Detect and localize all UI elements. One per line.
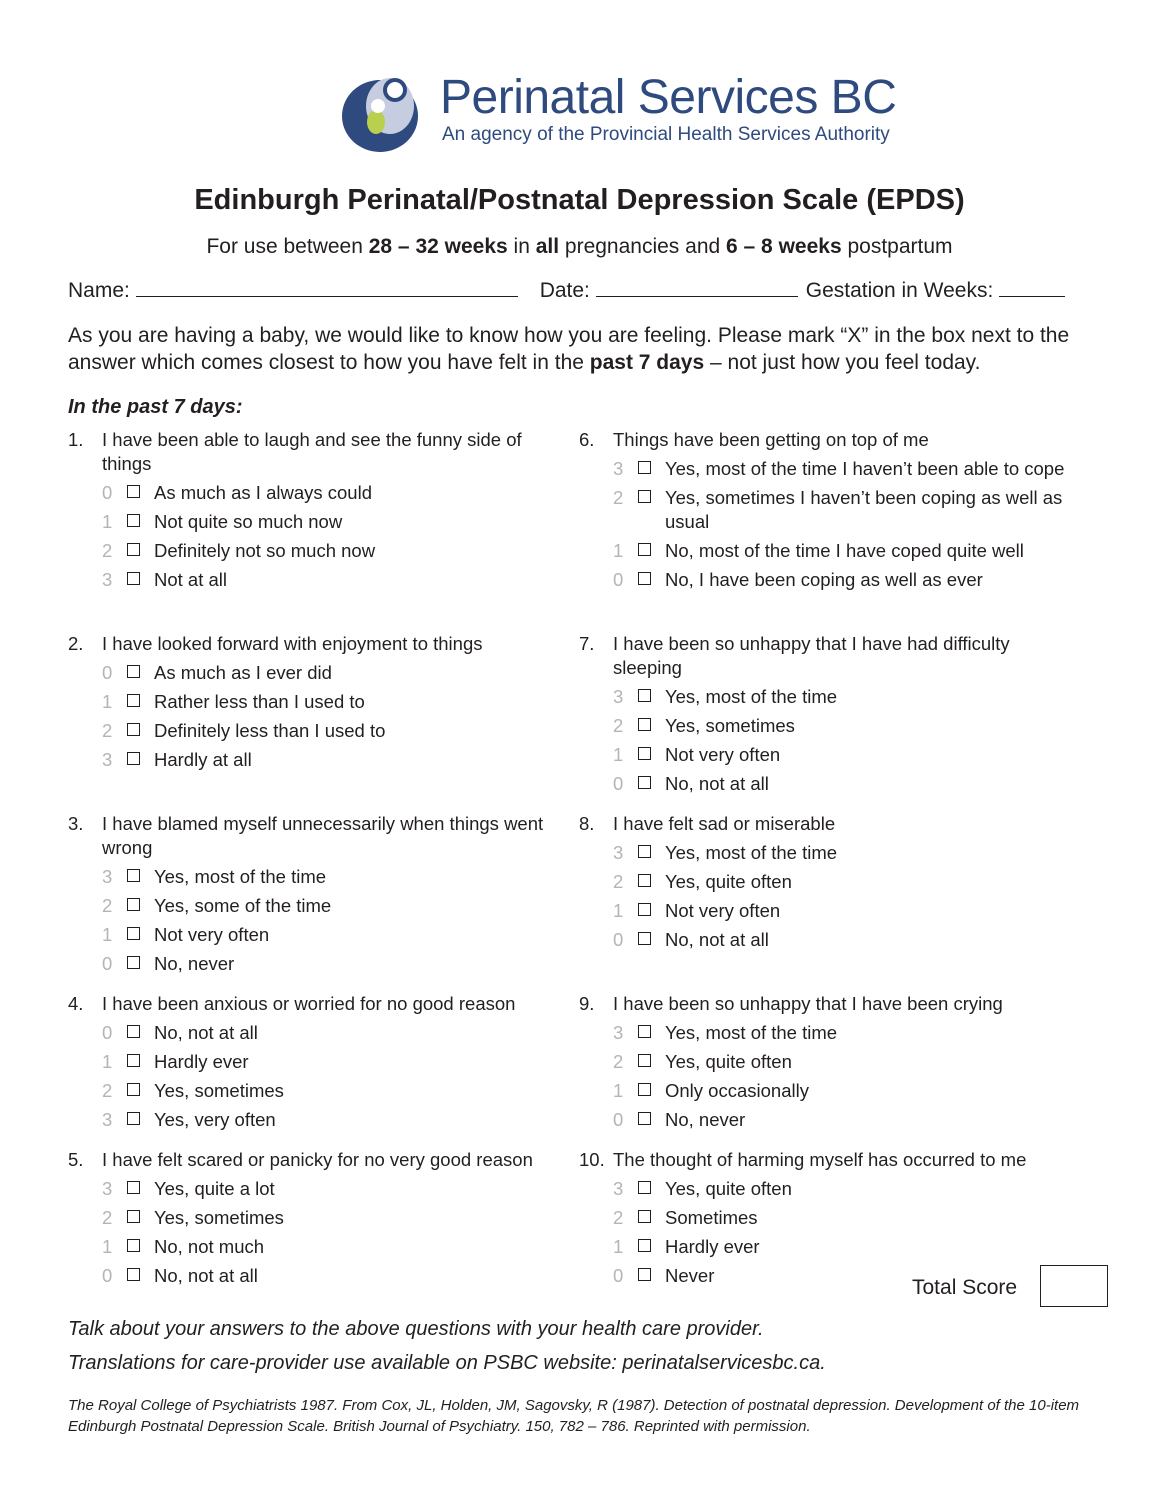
answer-option[interactable] (579, 899, 1079, 923)
option-label: Only occasionally (665, 1080, 809, 1101)
option-checkbox[interactable] (127, 694, 140, 707)
question-3 (68, 812, 558, 976)
option-score: 2 (613, 1207, 624, 1228)
option-score: 0 (613, 1109, 624, 1130)
option-score: 0 (102, 1265, 113, 1286)
question-number: 1. (68, 429, 84, 450)
option-checkbox[interactable] (638, 932, 651, 945)
option-score: 0 (102, 662, 113, 683)
question-text: I have been anxious or worried for no good reason (102, 993, 516, 1014)
name-field[interactable] (136, 278, 518, 297)
option-score: 0 (613, 1265, 624, 1286)
option-checkbox[interactable] (127, 869, 140, 882)
option-label: Yes, quite often (665, 1178, 792, 1199)
option-checkbox[interactable] (638, 1083, 651, 1096)
question-header (68, 992, 558, 1016)
answer-option[interactable] (68, 1177, 558, 1201)
option-label: Sometimes (665, 1207, 758, 1228)
option-score: 3 (613, 842, 624, 863)
answer-option[interactable] (579, 928, 1079, 952)
option-label: Not very often (665, 744, 781, 765)
question-text: I have been able to laugh and see the funny side of things (102, 429, 522, 474)
option-score: 0 (613, 773, 624, 794)
option-label: Yes, some of the time (154, 895, 332, 916)
option-label: Not very often (154, 924, 270, 945)
option-score: 0 (102, 953, 113, 974)
option-label: Yes, sometimes (154, 1207, 284, 1228)
answer-option[interactable] (68, 661, 558, 685)
option-label: Yes, sometimes I haven’t been coping as well as usual (665, 487, 1063, 532)
option-label: No, most of the time I have coped quite well (665, 540, 1024, 561)
option-label: Hardly ever (665, 1236, 760, 1257)
question-text: I have blamed myself unnecessarily when things went wrong (102, 813, 544, 858)
date-label: Date: (539, 279, 590, 302)
option-score: 2 (102, 540, 113, 561)
option-checkbox[interactable] (127, 485, 140, 498)
option-checkbox[interactable] (127, 1268, 140, 1281)
option-checkbox[interactable] (127, 1181, 140, 1194)
option-score: 1 (102, 1051, 113, 1072)
answer-option[interactable] (579, 743, 1079, 767)
option-checkbox[interactable] (127, 723, 140, 736)
question-header (68, 812, 558, 860)
option-checkbox[interactable] (127, 1054, 140, 1067)
option-checkbox[interactable] (638, 747, 651, 760)
option-score: 3 (613, 686, 624, 707)
option-checkbox[interactable] (127, 1083, 140, 1096)
question-number: 2. (68, 633, 84, 654)
answer-option[interactable] (68, 1206, 558, 1230)
option-label: Never (665, 1265, 715, 1286)
option-label: Yes, very often (154, 1109, 276, 1130)
option-score: 3 (613, 1022, 624, 1043)
question-text: The thought of harming myself has occurred to me (613, 1149, 1027, 1170)
option-checkbox[interactable] (127, 898, 140, 911)
option-score: 1 (613, 900, 624, 921)
option-label: Yes, most of the time (665, 842, 838, 863)
question-header (579, 1148, 1079, 1172)
option-score: 3 (102, 1109, 113, 1130)
option-score: 3 (102, 1178, 113, 1199)
option-label: No, not much (154, 1236, 265, 1257)
option-score: 2 (102, 1207, 113, 1228)
option-checkbox[interactable] (638, 718, 651, 731)
question-header (579, 992, 1079, 1016)
option-label: Hardly at all (154, 749, 252, 770)
option-label: Yes, most of the time I haven’t been able to cope (665, 458, 1065, 479)
answer-option[interactable] (579, 1108, 1079, 1132)
answer-option[interactable] (68, 1079, 558, 1103)
date-field[interactable] (596, 278, 798, 297)
option-label: No, never (665, 1109, 746, 1130)
answer-option[interactable] (68, 748, 558, 772)
option-label: Yes, sometimes (665, 715, 795, 736)
option-score: 1 (613, 540, 624, 561)
answer-option[interactable] (579, 772, 1079, 796)
logo-subtitle: An agency of the Provincial Health Services Authority (442, 124, 890, 145)
answer-option[interactable] (68, 1235, 558, 1259)
total-score-label: Total Score (912, 1276, 1018, 1299)
logo (340, 66, 900, 156)
logo-name: Perinatal Services BC (440, 71, 897, 124)
page-subtitle: For use between 28 – 32 weeks in all pregnancies and 6 – 8 weeks postpartum (206, 235, 953, 258)
answer-option[interactable] (579, 1206, 1079, 1230)
option-label: Yes, quite often (665, 1051, 792, 1072)
option-score: 1 (613, 744, 624, 765)
question-text: I have felt sad or miserable (613, 813, 836, 834)
option-checkbox[interactable] (127, 1112, 140, 1125)
question-2 (68, 632, 558, 772)
option-checkbox[interactable] (638, 1268, 651, 1281)
option-checkbox[interactable] (127, 956, 140, 969)
option-score: 1 (102, 924, 113, 945)
answer-option[interactable] (579, 870, 1079, 894)
option-label: Yes, quite a lot (154, 1178, 275, 1199)
option-label: Yes, quite often (665, 871, 792, 892)
option-label: No, not at all (154, 1022, 258, 1043)
option-label: Rather less than I used to (154, 691, 365, 712)
option-score: 2 (102, 720, 113, 741)
total-score-box[interactable] (1040, 1265, 1108, 1307)
option-score: 0 (102, 482, 113, 503)
option-score: 1 (102, 511, 113, 532)
answer-option[interactable] (579, 1050, 1079, 1074)
option-score: 2 (613, 487, 624, 508)
gestation-label: Gestation in Weeks: (805, 279, 994, 302)
answer-option[interactable] (68, 923, 558, 947)
option-score: 1 (102, 1236, 113, 1257)
option-score: 2 (102, 895, 113, 916)
question-number: 10. (579, 1149, 605, 1170)
answer-option[interactable] (68, 568, 558, 592)
answer-option[interactable] (579, 568, 1079, 592)
option-label: No, not at all (154, 1265, 258, 1286)
option-score: 3 (102, 866, 113, 887)
answer-option[interactable] (579, 1177, 1079, 1201)
answer-option[interactable] (68, 865, 558, 889)
option-checkbox[interactable] (127, 1025, 140, 1038)
question-header (68, 428, 558, 476)
answer-option[interactable] (68, 510, 558, 534)
answer-option[interactable] (68, 1108, 558, 1132)
option-checkbox[interactable] (127, 927, 140, 940)
option-score: 1 (102, 691, 113, 712)
answer-option[interactable] (579, 539, 1079, 563)
option-checkbox[interactable] (127, 514, 140, 527)
option-checkbox[interactable] (638, 1112, 651, 1125)
option-score: 3 (102, 749, 113, 770)
option-score: 3 (613, 1178, 624, 1199)
option-checkbox[interactable] (638, 1025, 651, 1038)
option-score: 2 (613, 871, 624, 892)
answer-option[interactable] (579, 714, 1079, 738)
option-score: 2 (613, 1051, 624, 1072)
option-score: 1 (613, 1236, 624, 1257)
section-label: In the past 7 days: (68, 396, 243, 418)
page-title: Edinburgh Perinatal/Postnatal Depression Scale (EPDS) (194, 184, 965, 216)
answer-option[interactable] (579, 486, 1079, 534)
citation: The Royal College of Psychiatrists 1987. From Cox, JL, Holden, JM, Sagovsky, R (1987). Detection of postnatal depression. Development of the 10-item Edinburgh Postnatal Depression Scale. British Journal of Psychiatry. 150, 782 – 786. Reprinted with permission. (68, 1397, 1080, 1435)
option-label: Definitely not so much now (154, 540, 376, 561)
option-checkbox[interactable] (127, 543, 140, 556)
option-score: 2 (102, 1080, 113, 1101)
answer-option[interactable] (579, 1079, 1079, 1103)
option-label: Yes, most of the time (665, 686, 838, 707)
option-label: Not at all (154, 569, 228, 590)
option-score: 0 (102, 1022, 113, 1043)
option-score: 3 (613, 458, 624, 479)
option-label: No, never (154, 953, 235, 974)
option-label: Hardly ever (154, 1051, 249, 1072)
question-number: 6. (579, 429, 595, 450)
answer-option[interactable] (68, 1050, 558, 1074)
footer-translations: Translations for care-provider use available on PSBC website: perinatalservicesbc.ca. (68, 1352, 826, 1374)
option-checkbox[interactable] (127, 572, 140, 585)
question-header (579, 812, 1079, 836)
option-checkbox[interactable] (638, 543, 651, 556)
option-label: Not quite so much now (154, 511, 343, 532)
option-checkbox[interactable] (638, 490, 651, 503)
option-checkbox[interactable] (127, 1210, 140, 1223)
option-score: 1 (613, 1080, 624, 1101)
form-fields (68, 278, 1065, 304)
option-checkbox[interactable] (638, 874, 651, 887)
option-label: As much as I always could (154, 482, 372, 503)
question-text: I have looked forward with enjoyment to things (102, 633, 483, 654)
answer-option[interactable] (68, 894, 558, 918)
question-number: 5. (68, 1149, 84, 1170)
answer-option[interactable] (68, 690, 558, 714)
question-header (68, 1148, 558, 1172)
question-number: 4. (68, 993, 84, 1014)
option-checkbox[interactable] (638, 689, 651, 702)
footer-note: Talk about your answers to the above questions with your health care provider. (68, 1318, 764, 1340)
name-label: Name: (68, 279, 130, 302)
question-number: 8. (579, 813, 595, 834)
option-checkbox[interactable] (638, 572, 651, 585)
question-5 (68, 1148, 558, 1288)
option-label: Yes, most of the time (154, 866, 327, 887)
option-checkbox[interactable] (638, 1239, 651, 1252)
option-score: 2 (613, 715, 624, 736)
option-checkbox[interactable] (638, 776, 651, 789)
question-7 (579, 632, 1079, 796)
option-checkbox[interactable] (638, 1054, 651, 1067)
answer-option[interactable] (579, 685, 1079, 709)
option-score: 3 (102, 569, 113, 590)
question-4 (68, 992, 558, 1132)
option-label: Yes, most of the time (665, 1022, 838, 1043)
option-label: As much as I ever did (154, 662, 332, 683)
answer-option[interactable] (68, 1264, 558, 1288)
option-label: Definitely less than I used to (154, 720, 386, 741)
option-label: Not very often (665, 900, 781, 921)
answer-option[interactable] (68, 1021, 558, 1045)
instructions: As you are having a baby, we would like to know how you are feeling. Please mark “X” in the box next to the answer which comes closest to how you have felt in the past 7 days – not just how you feel today. (68, 324, 1070, 374)
question-text: I have been so unhappy that I have had difficulty sleeping (613, 633, 1010, 678)
perinatal-logo-icon (340, 66, 430, 156)
answer-option[interactable] (579, 1235, 1079, 1259)
option-label: No, not at all (665, 929, 769, 950)
option-label: No, not at all (665, 773, 769, 794)
answer-option[interactable] (579, 457, 1079, 481)
question-text: I have felt scared or panicky for no very good reason (102, 1149, 533, 1170)
question-number: 7. (579, 633, 595, 654)
option-checkbox[interactable] (638, 845, 651, 858)
option-checkbox[interactable] (638, 1210, 651, 1223)
question-9 (579, 992, 1079, 1132)
option-label: Yes, sometimes (154, 1080, 284, 1101)
question-header (579, 632, 1079, 680)
gestation-field[interactable] (999, 278, 1065, 297)
option-checkbox[interactable] (638, 1181, 651, 1194)
answer-option[interactable] (68, 481, 558, 505)
option-score: 0 (613, 929, 624, 950)
option-checkbox[interactable] (127, 752, 140, 765)
option-score: 0 (613, 569, 624, 590)
question-number: 9. (579, 993, 595, 1014)
answer-option[interactable] (68, 952, 558, 976)
question-8 (579, 812, 1079, 952)
option-checkbox[interactable] (127, 1239, 140, 1252)
question-text: Things have been getting on top of me (613, 429, 929, 450)
option-checkbox[interactable] (638, 903, 651, 916)
option-checkbox[interactable] (638, 461, 651, 474)
answer-option[interactable] (579, 841, 1079, 865)
answer-option[interactable] (579, 1021, 1079, 1045)
question-header (68, 632, 558, 656)
question-header (579, 428, 1079, 452)
question-10 (579, 1148, 1079, 1288)
answer-option[interactable] (68, 539, 558, 563)
option-label: No, I have been coping as well as ever (665, 569, 983, 590)
question-6 (579, 428, 1079, 592)
question-number: 3. (68, 813, 84, 834)
answer-option[interactable] (68, 719, 558, 743)
option-checkbox[interactable] (127, 665, 140, 678)
question-1 (68, 428, 558, 592)
question-text: I have been so unhappy that I have been crying (613, 993, 1003, 1014)
